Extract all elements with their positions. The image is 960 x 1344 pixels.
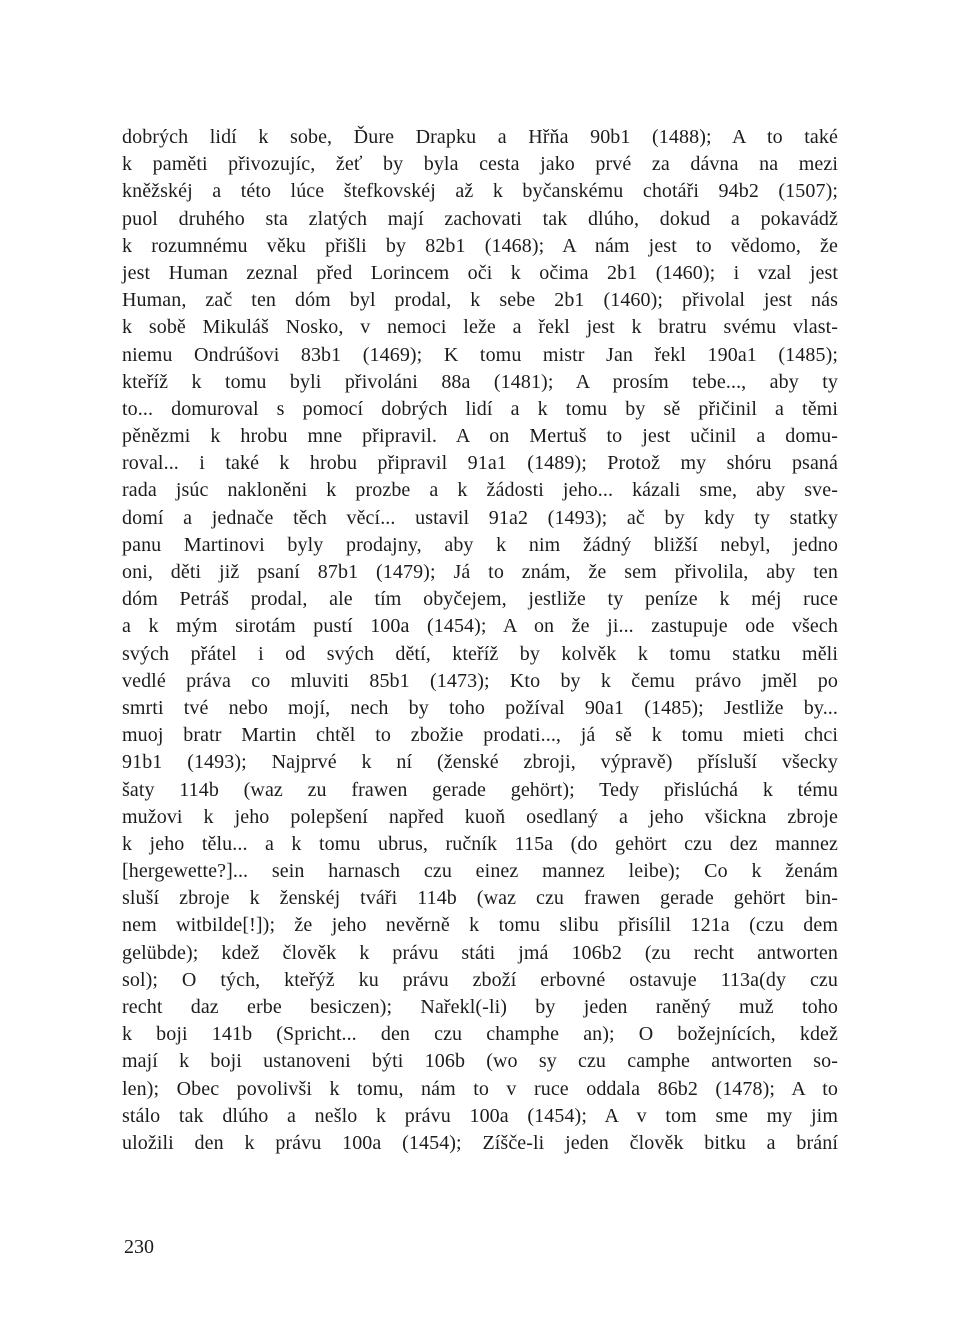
text-line: len); Obec povolivši k tomu, nám to v ruce oddala 86b2 (1478); A to (122, 1077, 838, 1100)
text-line: recht daz erbe besiczen); Nařekl(-li) by jeden raněný muž toho (122, 996, 838, 1018)
text-line: to... domuroval s pomocí dobrých lidí a k tomu by sě přičinil a těmi (122, 397, 838, 420)
text-line: k jeho tělu... a k tomu ubrus, ručník 115a (do gehört czu dez mannez (122, 832, 838, 855)
text-line: k sobě Mikuláš Nosko, v nemoci leže a řekl jest k bratru svému vlast- (122, 316, 838, 339)
text-line: stálo tak dlúho a nešlo k právu 100a (1454); A v tom sme my jim (122, 1104, 838, 1127)
text-line: k rozumnému věku přišli by 82b1 (1468); A nám jest to vědomo, že (122, 234, 838, 257)
text-line: svých přátel i od svých dětí, kteříž by kolvěk k tomu statku měli (122, 642, 838, 665)
text-line: mužovi k jeho polepšení napřed kuoň osedlaný a jeho všickna zbroje (122, 805, 838, 828)
text-line: sluší zbroje k ženskéj tváři 114b (waz czu frawen gerade gehört bin- (122, 887, 838, 910)
text-line: k paměti přivozujíc, žeť by byla cesta jako prvé za dávna na mezi (122, 153, 838, 176)
text-line: [hergewette?]... sein harnasch czu einez mannez leibe); Co k ženám (122, 860, 838, 883)
text-line: a k mým sirotám pustí 100a (1454); A on že ji... zastupuje ode všech (122, 615, 838, 638)
text-line: jest Human zeznal před Lorincem oči k očima 2b1 (1460); i vzal jest (122, 261, 838, 284)
text-line: 91b1 (1493); Najprvé k ní (ženské zbroji, výpravě) přísluší všecky (122, 751, 838, 774)
text-line: puol druhého sta zlatých mají zachovati tak dlúho, dokud a pokavádž (122, 207, 838, 230)
text-line: niemu Ondrúšovi 83b1 (1469); K tomu mistr Jan řekl 190a1 (1485); (122, 343, 838, 366)
text-line: uložili den k právu 100a (1454); Zíšče-li jeden člověk bitku a brání (122, 1131, 838, 1154)
text-line: kteříž k tomu byli přivoláni 88a (1481); A prosím tebe..., aby ty (122, 370, 838, 393)
body-text (122, 124, 838, 1157)
text-line: mají k boji ustanoveni býti 106b (wo sy czu camphe antworten so- (122, 1050, 838, 1073)
text-line: pěnězmi k hrobu mne připravil. A on Mertuš to jest učinil a domu- (122, 425, 838, 448)
text-line: panu Martinovi byly prodajny, aby k nim žádný bližší nebyl, jedno (122, 533, 838, 556)
text-line: muoj bratr Martin chtěl to zbožie prodati..., já sě k tomu mieti chci (122, 724, 838, 747)
text-line: gelübde); kdež člověk k právu státi jmá 106b2 (zu recht antworten (122, 941, 838, 964)
text-line: sol); O tých, kteřýž ku právu zboží erbovné ostavuje 113a(dy czu (122, 968, 838, 991)
text-line: rada jsúc nakloněni k prozbe a k žádosti jeho... kázali sme, aby sve- (122, 479, 838, 502)
text-line: k boji 141b (Spricht... den czu champhe an); O božejnících, kdež (122, 1023, 838, 1046)
text-line: smrti tvé nebo mojí, nech by toho požíval 90a1 (1485); Jestliže by... (122, 696, 838, 719)
text-line: dóm Petráš prodal, ale tím obyčejem, jestliže ty peníze k méj ruce (122, 588, 838, 611)
text-line: kněžskéj a této lúce štefkovskéj až k byčanskému chotáři 94b2 (1507); (122, 180, 838, 203)
text-line: Human, zač ten dóm byl prodal, k sebe 2b1 (1460); přivolal jest nás (122, 289, 838, 312)
page-number: 230 (124, 1236, 154, 1258)
text-line: vedlé práva co mluviti 85b1 (1473); Kto by k čemu právo jměl po (122, 669, 838, 692)
text-line: roval... i také k hrobu připravil 91a1 (1489); Protož my shóru psaná (122, 452, 838, 475)
text-line: nem witbilde[!]); že jeho nevěrně k tomu slibu přisílil 121a (czu dem (122, 914, 838, 937)
text-line: šaty 114b (waz zu frawen gerade gehört); Tedy přislúchá k tému (122, 778, 838, 801)
text-line: dobrých lidí k sobe, Ďure Drapku a Hřňa 90b1 (1488); A to také (122, 126, 838, 148)
text-line: oni, děti již psaní 87b1 (1479); Já to znám, že sem přivolila, aby ten (122, 561, 838, 583)
text-line: domí a jednače těch věcí... ustavil 91a2 (1493); ač by kdy ty statky (122, 506, 838, 529)
